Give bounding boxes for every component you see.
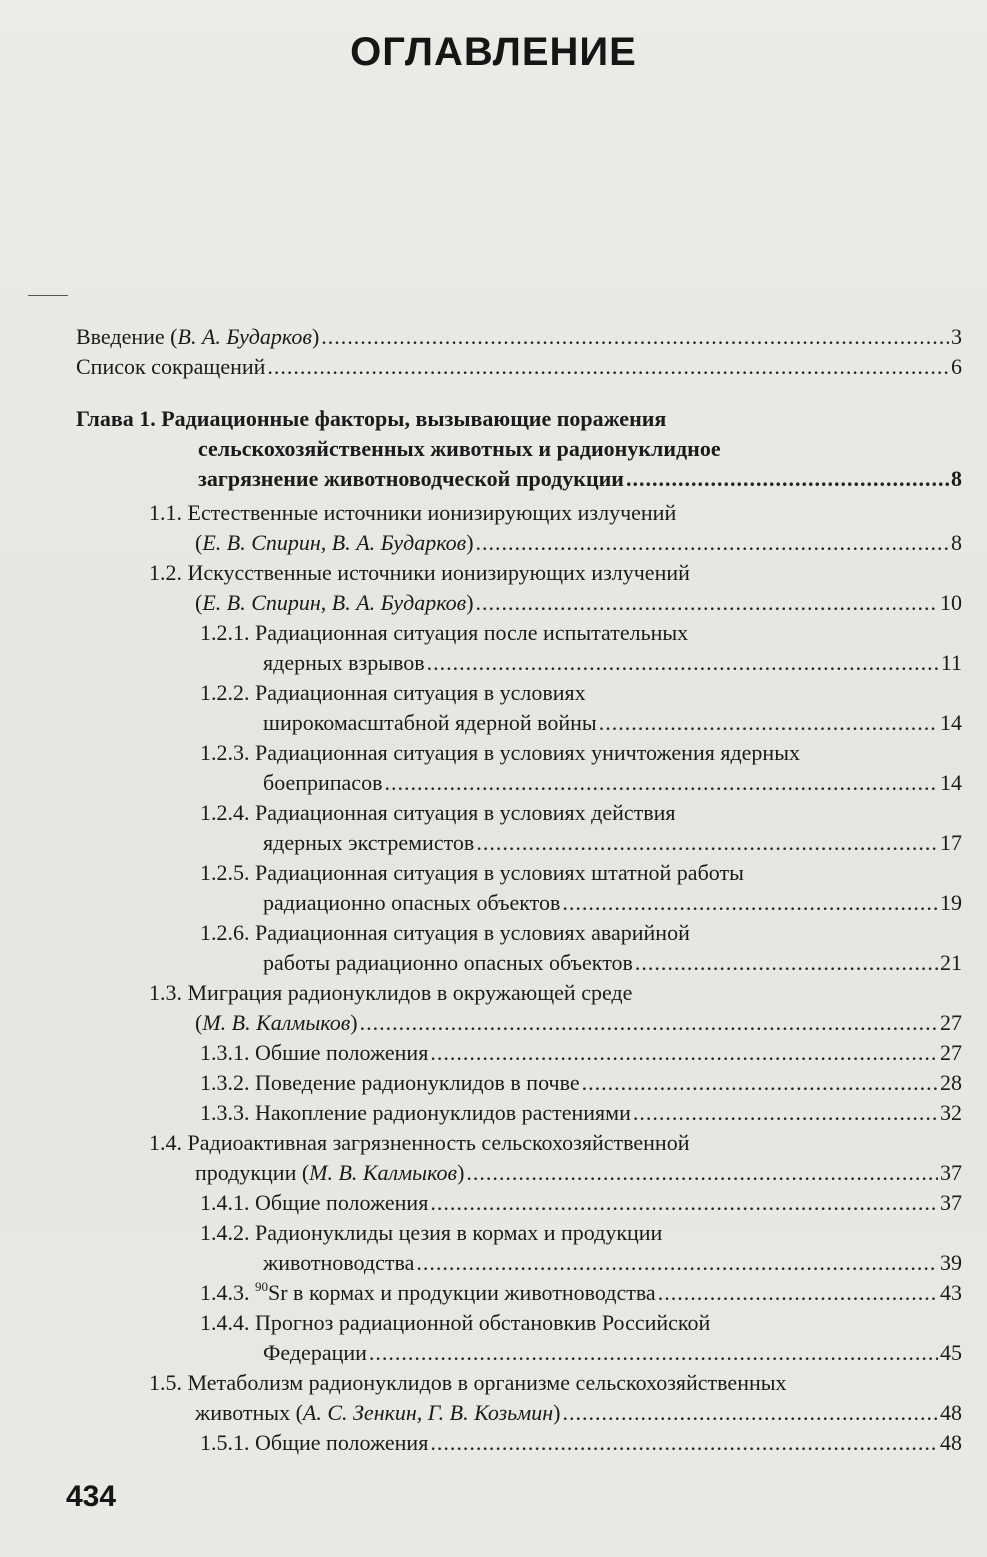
toc-entry-line	[149, 588, 962, 618]
toc-entry-line	[200, 1038, 962, 1068]
toc-page-number: 3	[951, 324, 962, 349]
toc-entry	[149, 1128, 962, 1188]
dot-leader	[562, 1398, 938, 1428]
toc-entry-line	[200, 1248, 962, 1278]
toc-entry-line	[200, 648, 962, 678]
toc-entry-line	[149, 528, 962, 558]
page-title: ОГЛАВЛЕНИЕ	[350, 30, 637, 74]
toc-entry-text: животноводства	[263, 1250, 415, 1275]
toc-entry-text: 1.4.4. Прогноз радиационной обстановкив Российской	[200, 1310, 711, 1335]
toc-entry-line	[200, 678, 962, 708]
dot-leader	[416, 1248, 938, 1278]
toc-page-number: 39	[940, 1250, 962, 1275]
toc-entry-line	[76, 322, 962, 352]
dot-leader	[476, 588, 938, 618]
toc-page-number: 8	[951, 466, 962, 491]
toc-entry-line	[149, 1008, 962, 1038]
toc-entry-line	[149, 558, 962, 588]
toc-entry	[149, 1368, 962, 1428]
dot-leader	[430, 1188, 938, 1218]
toc-entry	[200, 1188, 962, 1218]
dot-leader	[658, 1278, 938, 1308]
toc-entry	[200, 798, 962, 858]
toc-page-number: 19	[940, 890, 962, 915]
toc-entry-line	[149, 498, 962, 528]
toc-entry-line	[200, 1428, 962, 1458]
toc-entry-line	[200, 1068, 962, 1098]
toc-entry-line	[149, 1158, 962, 1188]
toc-entry-line	[200, 918, 962, 948]
toc-entry-line	[200, 1338, 962, 1368]
toc-entry-text: животных (А. С. Зенкин, Г. В. Козьмин)	[195, 1400, 561, 1425]
dot-leader	[384, 768, 938, 798]
dot-leader	[360, 1008, 938, 1038]
toc-entry-text: 1.2.5. Радиационная ситуация в условиях штатной работы	[200, 860, 744, 885]
toc-page-number: 32	[940, 1100, 962, 1125]
toc-page-number: 37	[940, 1190, 962, 1215]
dot-leader	[267, 352, 949, 382]
toc-entry-line	[200, 1308, 962, 1338]
toc-entry	[200, 1308, 962, 1368]
toc-entry-line	[200, 1218, 962, 1248]
toc-page-number: 17	[940, 830, 962, 855]
toc-entry-text: Глава 1. Радиационные факторы, вызывающие поражения	[76, 406, 667, 431]
toc-entry-line	[149, 1398, 962, 1428]
toc-entry-text: продукции (М. В. Калмыков)	[195, 1160, 465, 1185]
toc-entry-text: широкомасштабной ядерной войны	[263, 710, 597, 735]
toc-page-number: 37	[940, 1160, 962, 1185]
toc-page-number: 43	[940, 1280, 962, 1305]
toc-entry-text: 1.2.3. Радиационная ситуация в условиях уничтожения ядерных	[200, 740, 800, 765]
toc-entry-line	[149, 978, 962, 1008]
toc-entry-line	[200, 798, 962, 828]
toc-entry	[149, 498, 962, 558]
dot-leader	[562, 888, 938, 918]
toc-entry-text: 1.2. Искусственные источники ионизирующих излучений	[149, 560, 690, 585]
toc-entry-line	[200, 1278, 962, 1308]
toc-entry	[149, 558, 962, 618]
dot-leader	[582, 1068, 938, 1098]
toc-entry-line	[200, 828, 962, 858]
toc-entry-text: работы радиационно опасных объектов	[263, 950, 633, 975]
toc-entry-text: боеприпасов	[263, 770, 383, 795]
toc-entry	[200, 1218, 962, 1278]
dot-leader	[427, 648, 939, 678]
toc-entry-text: 1.4.1. Общие положения	[200, 1190, 429, 1215]
toc-entry-line	[200, 708, 962, 738]
toc-page-number: 14	[940, 770, 962, 795]
toc-entry-line	[149, 1128, 962, 1158]
toc-entry-line	[200, 618, 962, 648]
dot-leader	[626, 464, 949, 494]
toc-page-number: 21	[940, 950, 962, 975]
toc-entry-line	[200, 738, 962, 768]
toc-entry-text: 1.4. Радиоактивная загрязненность сельскохозяйственной	[149, 1130, 690, 1155]
toc-entry-text: (Е. В. Спирин, В. А. Бударков)	[195, 590, 474, 615]
toc-entry	[200, 1428, 962, 1458]
toc-entry	[200, 858, 962, 918]
toc-entry	[200, 1098, 962, 1128]
dot-leader	[430, 1428, 938, 1458]
toc-entry	[149, 978, 962, 1038]
dot-leader	[635, 948, 938, 978]
toc-page-number: 48	[940, 1400, 962, 1425]
toc-entry	[76, 352, 962, 382]
toc-page-number: 14	[940, 710, 962, 735]
dot-leader	[430, 1038, 938, 1068]
toc-entry-line	[149, 1368, 962, 1398]
toc-page-number: 45	[940, 1340, 962, 1365]
toc-entry	[200, 1278, 962, 1308]
toc-entry-text: 1.2.1. Радиационная ситуация после испытательных	[200, 620, 689, 645]
toc-entry-text: ядерных экстремистов	[263, 830, 475, 855]
toc-page-number: 8	[951, 530, 962, 555]
toc-entry-line	[76, 434, 962, 464]
toc-page-number: 27	[940, 1010, 962, 1035]
toc-entry-text: 1.3.3. Накопление радионуклидов растениями	[200, 1100, 631, 1125]
toc-entry-text: 1.4.2. Радионуклиды цезия в кормах и продукции	[200, 1220, 663, 1245]
toc-page-number: 6	[951, 354, 962, 379]
toc-entry-text: 1.3.2. Поведение радионуклидов в почве	[200, 1070, 580, 1095]
toc-entry	[200, 1038, 962, 1068]
page-number: 434	[66, 1480, 117, 1513]
toc-page-number: 28	[940, 1070, 962, 1095]
toc-entry	[200, 738, 962, 798]
toc-entry-line	[200, 858, 962, 888]
toc-entry	[200, 678, 962, 738]
dot-leader	[633, 1098, 938, 1128]
toc-entry-line	[200, 948, 962, 978]
toc-entry-line	[200, 1188, 962, 1218]
toc-entry-line	[76, 352, 962, 382]
toc-page-number: 27	[940, 1040, 962, 1065]
toc-page-number: 10	[940, 590, 962, 615]
toc-entry-text: 1.3. Миграция радионуклидов в окружающей среде	[149, 980, 633, 1005]
toc-entry-text: 1.5.1. Общие положения	[200, 1430, 429, 1455]
toc-entry-line	[200, 768, 962, 798]
dot-leader	[321, 322, 949, 352]
toc-entry-text: Введение (В. А. Бударков)	[76, 324, 320, 349]
toc-entry-text: (М. В. Калмыков)	[195, 1010, 358, 1035]
isotope-mass-number: 90	[255, 1279, 268, 1294]
toc-entry	[200, 1068, 962, 1098]
margin-mark	[28, 295, 68, 296]
dot-leader	[476, 828, 938, 858]
dot-leader	[476, 528, 949, 558]
toc-entry-line	[76, 404, 962, 434]
toc-entry-line	[200, 888, 962, 918]
toc-entry-text: (Е. В. Спирин, В. А. Бударков)	[195, 530, 474, 555]
toc-entry-text: 1.2.2. Радиационная ситуация в условиях	[200, 680, 586, 705]
toc-entry-text: Федерации	[263, 1340, 367, 1365]
toc-entry-text: загрязнение животноводческой продукции	[198, 466, 624, 491]
toc-entry-text: Список сокращений	[76, 354, 266, 379]
toc-page-number: 48	[940, 1430, 962, 1455]
toc-entry-text: ядерных взрывов	[263, 650, 425, 675]
toc-entry-text: радиационно опасных объектов	[263, 890, 561, 915]
toc-entry	[76, 404, 962, 494]
toc-entry-text: 1.3.1. Обшие положения	[200, 1040, 429, 1065]
toc-entry-text: сельскохозяйственных животных и радионуклидное	[198, 436, 721, 461]
toc-entry-text: 1.2.6. Радиационная ситуация в условиях аварийной	[200, 920, 690, 945]
toc-entry-text: 1.5. Метаболизм радионуклидов в организме сельскохозяйственных	[149, 1370, 787, 1395]
toc-page-number: 11	[940, 650, 962, 675]
toc-entry-text: 1.4.3. $^{90}$Sr в кормах и продукции животноводства	[200, 1279, 656, 1305]
toc-entry-text: 1.2.4. Радиационная ситуация в условиях действия	[200, 800, 676, 825]
toc-entry	[76, 322, 962, 352]
toc-entry	[200, 918, 962, 978]
toc-entry-text: 1.1. Естественные источники ионизирующих излучений	[149, 500, 677, 525]
dot-leader	[466, 1158, 938, 1188]
toc-entry-line	[200, 1098, 962, 1128]
dot-leader	[369, 1338, 938, 1368]
toc-entry-line	[76, 464, 962, 494]
toc-entry	[200, 618, 962, 678]
dot-leader	[599, 708, 938, 738]
